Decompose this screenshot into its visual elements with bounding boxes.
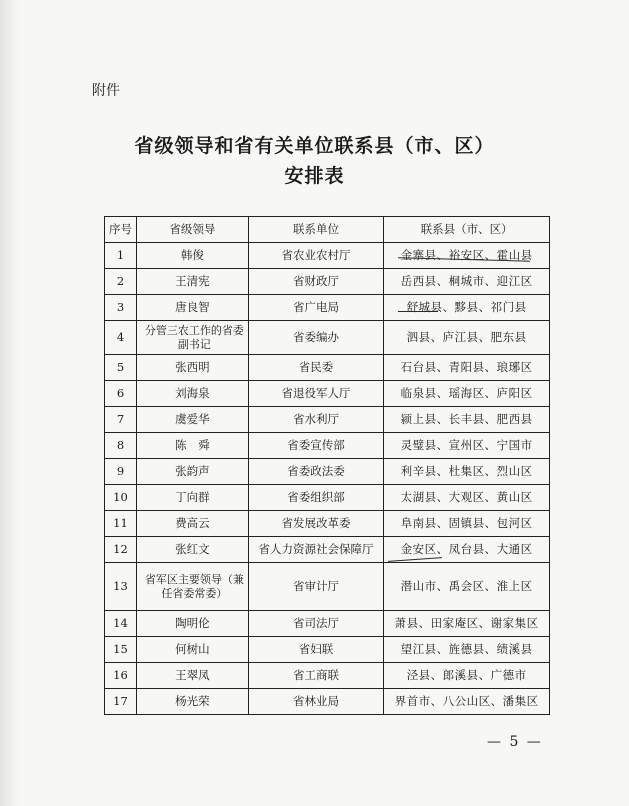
- row-leader: 省军区主要领导（兼任省委常委）: [136, 563, 248, 611]
- header-number: 序号: [105, 217, 137, 243]
- row-leader: 张韵声: [136, 459, 248, 485]
- row-unit: 省退役军人厅: [248, 381, 384, 407]
- table-row: [105, 433, 550, 459]
- row-leader: 刘海泉: [136, 381, 248, 407]
- row-leader: 费高云: [136, 511, 248, 537]
- row-number: 9: [105, 459, 137, 485]
- row-counties: 临泉县、瑶海区、庐阳区: [384, 381, 550, 407]
- table-row: [105, 321, 550, 355]
- row-number: 6: [105, 381, 137, 407]
- document-title-line2: 安排表: [284, 165, 345, 187]
- table-row: [105, 485, 550, 511]
- row-unit: 省审计厅: [248, 563, 384, 611]
- row-counties: 金寨县、裕安区、霍山县: [384, 243, 550, 269]
- row-unit: 省发展改革委: [248, 511, 384, 537]
- row-number: 12: [105, 537, 137, 563]
- row-unit: 省工商联: [248, 663, 384, 689]
- row-unit: 省民委: [248, 355, 384, 381]
- scan-edge-shadow: [0, 0, 18, 806]
- page-number: — 5 —: [487, 734, 543, 750]
- contact-schedule-table: [104, 216, 550, 715]
- row-number: 8: [105, 433, 137, 459]
- row-number: 2: [105, 269, 137, 295]
- row-counties: 利辛县、杜集区、烈山区: [384, 459, 550, 485]
- header-unit: 联系单位: [248, 217, 384, 243]
- row-leader: 韩俊: [136, 243, 248, 269]
- row-unit: 省委政法委: [248, 459, 384, 485]
- attachment-label: 附件: [92, 83, 120, 99]
- row-number: 4: [105, 321, 137, 355]
- table-row: [105, 459, 550, 485]
- row-counties: 界首市、八公山区、潘集区: [384, 689, 550, 715]
- table-header-row: [105, 217, 550, 243]
- table-row: [105, 407, 550, 433]
- row-number: 11: [105, 511, 137, 537]
- row-leader: 杨光荣: [136, 689, 248, 715]
- row-unit: 省农业农村厅: [248, 243, 384, 269]
- row-counties: 舒城县、黟县、祁门县: [384, 295, 550, 321]
- row-counties: 金安区、凤台县、大通区: [384, 537, 550, 563]
- table-row: [105, 689, 550, 715]
- table-row: [105, 355, 550, 381]
- table-row: [105, 537, 550, 563]
- row-leader: 分管三农工作的省委副书记: [136, 321, 248, 355]
- row-number: 13: [105, 563, 137, 611]
- table-row: [105, 511, 550, 537]
- row-unit: 省委宣传部: [248, 433, 384, 459]
- table-row: [105, 295, 550, 321]
- row-number: 1: [105, 243, 137, 269]
- row-number: 10: [105, 485, 137, 511]
- header-leader: 省级领导: [136, 217, 248, 243]
- row-leader: 王清宪: [136, 269, 248, 295]
- row-number: 5: [105, 355, 137, 381]
- table-row: [105, 269, 550, 295]
- row-unit: 省林业局: [248, 689, 384, 715]
- row-leader: 张西明: [136, 355, 248, 381]
- row-counties: 岳西县、桐城市、迎江区: [384, 269, 550, 295]
- row-counties: 泗县、庐江县、肥东县: [384, 321, 550, 355]
- row-leader: 唐良智: [136, 295, 248, 321]
- row-number: 16: [105, 663, 137, 689]
- table-row: [105, 611, 550, 637]
- row-leader: 王翠凤: [136, 663, 248, 689]
- row-counties: 望江县、旌德县、绩溪县: [384, 637, 550, 663]
- handwritten-underline: [398, 311, 438, 312]
- header-counties: 联系县（市、区）: [384, 217, 550, 243]
- row-counties: 阜南县、固镇县、包河区: [384, 511, 550, 537]
- row-unit: 省人力资源社会保障厅: [248, 537, 384, 563]
- table-row: [105, 243, 550, 269]
- row-number: 14: [105, 611, 137, 637]
- table-row: [105, 381, 550, 407]
- row-number: 7: [105, 407, 137, 433]
- row-counties: 萧县、田家庵区、谢家集区: [384, 611, 550, 637]
- row-leader: 何树山: [136, 637, 248, 663]
- row-counties: 颍上县、长丰县、肥西县: [384, 407, 550, 433]
- row-unit: 省妇联: [248, 637, 384, 663]
- row-counties: 潜山市、禹会区、淮上区: [384, 563, 550, 611]
- row-counties: 太湖县、大观区、黄山区: [384, 485, 550, 511]
- row-number: 3: [105, 295, 137, 321]
- row-leader: 张红文: [136, 537, 248, 563]
- document-title-line1: 省级领导和省有关单位联系县（市、区）: [134, 135, 495, 157]
- row-unit: 省委组织部: [248, 485, 384, 511]
- row-counties: 石台县、青阳县、琅琊区: [384, 355, 550, 381]
- row-unit: 省财政厅: [248, 269, 384, 295]
- row-unit: 省广电局: [248, 295, 384, 321]
- row-leader: 陶明伦: [136, 611, 248, 637]
- row-unit: 省委编办: [248, 321, 384, 355]
- row-unit: 省水利厅: [248, 407, 384, 433]
- row-counties: 灵璧县、宣州区、宁国市: [384, 433, 550, 459]
- row-leader: 陈 舜: [136, 433, 248, 459]
- table-row: [105, 663, 550, 689]
- row-number: 17: [105, 689, 137, 715]
- row-unit: 省司法厅: [248, 611, 384, 637]
- row-leader: 虞爱华: [136, 407, 248, 433]
- row-number: 15: [105, 637, 137, 663]
- table-row: [105, 563, 550, 611]
- row-counties: 泾县、郎溪县、广德市: [384, 663, 550, 689]
- row-leader: 丁向群: [136, 485, 248, 511]
- table-row: [105, 637, 550, 663]
